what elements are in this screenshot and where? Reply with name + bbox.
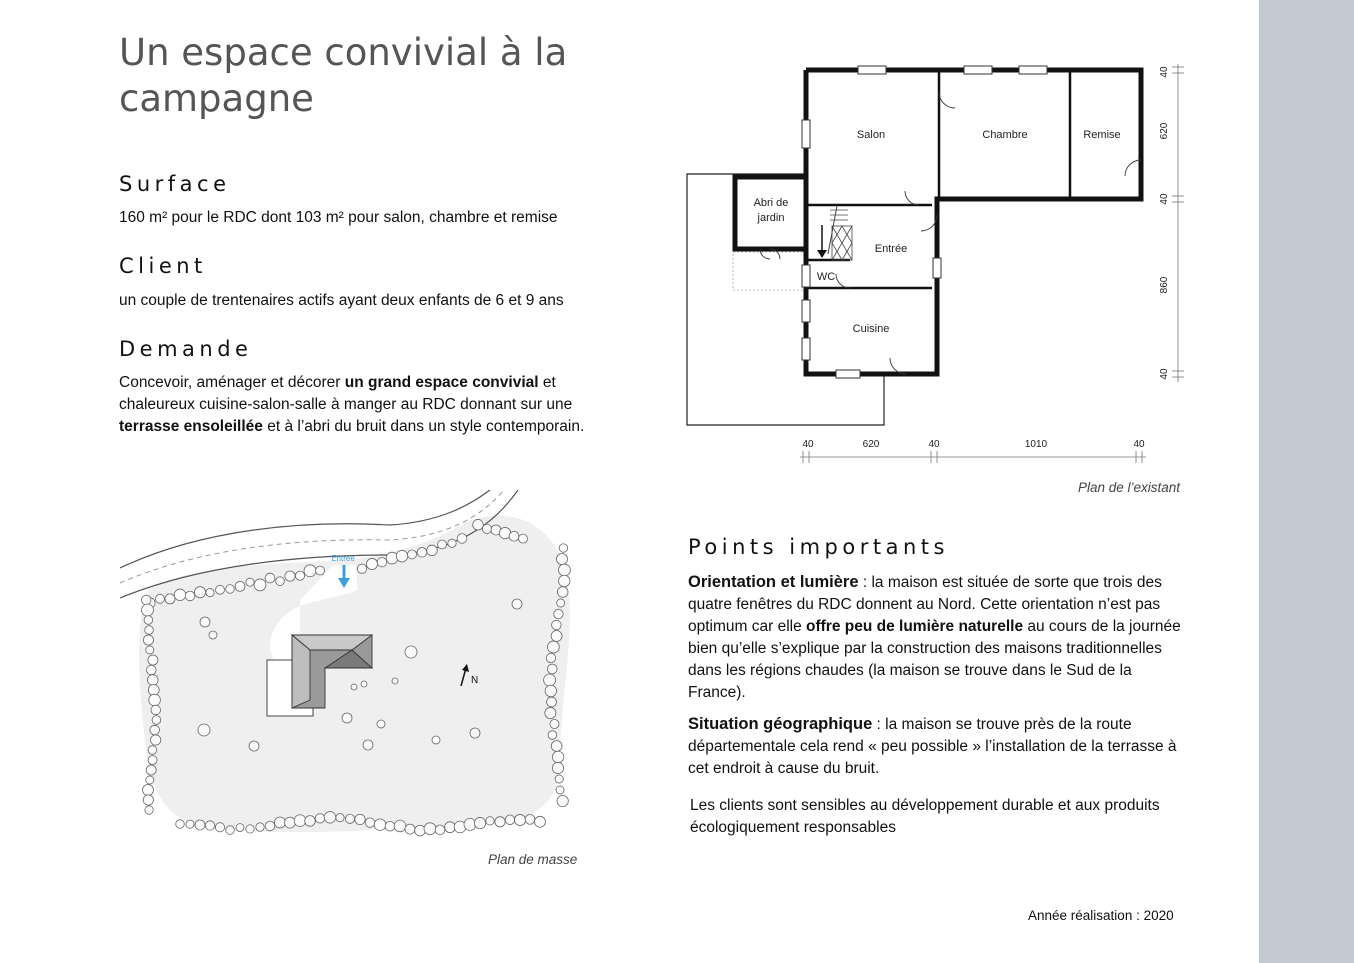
client-heading: Client xyxy=(119,254,207,278)
shrub xyxy=(143,635,153,645)
shrub xyxy=(265,821,275,831)
shrub xyxy=(405,824,415,834)
shrub xyxy=(551,631,562,642)
shrub xyxy=(351,684,357,690)
shrub xyxy=(552,620,562,630)
shrub xyxy=(509,531,519,541)
shrub xyxy=(147,675,158,686)
shrub xyxy=(144,616,153,625)
shrub xyxy=(254,579,266,591)
shrub xyxy=(377,558,386,567)
shrub xyxy=(525,814,535,824)
dim-bottom-4: 1010 xyxy=(1024,439,1048,450)
shrub xyxy=(342,713,352,723)
shrub xyxy=(545,707,556,718)
shrub xyxy=(361,681,367,687)
shrub xyxy=(143,785,154,796)
shrub xyxy=(285,571,295,581)
shrub xyxy=(256,823,264,831)
shrub xyxy=(145,626,154,635)
orientation-text: Orientation et lumière : la maison est située de sorte que trois des quatre fenêtres du RDC donnent au Nord. Cette orientation n’est pas optimum car elle offre peu de lumière naturelle au cours de la journée bien qu’elle s’explique par la construction des maisons traditionnelles dans les régions chaudes (la maison se trouve dans le Sud de la France). xyxy=(688,573,1181,701)
ecology-text: Les clients sont sensibles au développement durable et aux produits écologiquement responsables xyxy=(690,797,1160,836)
shrub xyxy=(546,653,555,662)
shrub xyxy=(146,646,154,654)
demande-bold-1: un grand espace convivial xyxy=(344,374,539,391)
shrub xyxy=(195,820,205,830)
shrub xyxy=(435,825,445,835)
shrub xyxy=(559,544,568,553)
shrub xyxy=(246,578,254,586)
shrub xyxy=(276,577,285,586)
shrub xyxy=(209,631,217,639)
shrub xyxy=(216,585,225,594)
shrub xyxy=(285,817,296,828)
shrub xyxy=(205,821,214,830)
room-salon: Salon xyxy=(856,129,886,141)
situation-label: Situation géographique xyxy=(688,715,873,733)
shrub xyxy=(206,588,214,596)
shrub xyxy=(146,776,154,784)
shrub xyxy=(151,705,161,715)
shrub xyxy=(448,539,456,547)
room-remise: Remise xyxy=(1083,129,1121,141)
shrub xyxy=(554,609,563,618)
shrub xyxy=(495,817,505,827)
north-label: N xyxy=(471,675,479,686)
shrub xyxy=(366,558,377,569)
shrub xyxy=(156,594,165,603)
shrub xyxy=(392,678,398,684)
shrub xyxy=(141,595,150,604)
shrub xyxy=(176,820,185,829)
shrub xyxy=(557,795,568,806)
room-entree: Entrée xyxy=(874,243,908,255)
dim-bottom-5: 40 xyxy=(1133,439,1145,450)
dim-right-3: 40 xyxy=(1159,193,1170,205)
shrub xyxy=(265,573,275,583)
room-abri-line1: Abri de xyxy=(753,197,789,209)
shrub xyxy=(345,814,354,823)
shrub xyxy=(215,823,224,832)
demande-bold-2: terrasse ensoleillée xyxy=(119,418,263,435)
shrub xyxy=(194,587,205,598)
shrub xyxy=(148,685,159,696)
shrub xyxy=(424,823,436,835)
shrub xyxy=(236,824,244,832)
shrub xyxy=(324,812,336,824)
shrub xyxy=(148,655,158,665)
shrub xyxy=(249,741,259,751)
shrub xyxy=(355,814,365,824)
dim-right-2: 620 xyxy=(1159,122,1170,140)
shrub xyxy=(198,724,210,736)
shrub xyxy=(417,548,427,558)
shrub xyxy=(336,813,344,821)
shrub xyxy=(514,814,525,825)
shrub xyxy=(427,545,438,556)
shrub xyxy=(552,751,563,762)
shrub xyxy=(294,815,306,827)
shrub xyxy=(226,585,235,594)
surface-text: 160 m² pour le RDC dont 103 m² pour salon, chambre et remise xyxy=(119,209,558,226)
shrub xyxy=(558,564,570,576)
room-chambre: Chambre xyxy=(982,129,1028,141)
shrub xyxy=(438,540,447,549)
shrub xyxy=(473,519,484,530)
footer-year: Année réalisation : 2020 xyxy=(1028,908,1174,923)
shrub xyxy=(365,818,375,828)
shrub xyxy=(377,720,385,728)
site-plan xyxy=(110,485,590,845)
shrub xyxy=(557,587,568,598)
demande-heading: Demande xyxy=(119,337,253,361)
shrub xyxy=(316,566,325,575)
room-abri-line2: jardin xyxy=(757,212,785,224)
shrub xyxy=(235,581,245,591)
shrub xyxy=(555,775,563,783)
shrub xyxy=(226,826,235,835)
shrub xyxy=(547,697,557,707)
shrub xyxy=(148,755,157,764)
shrub xyxy=(374,819,386,831)
shrub xyxy=(519,534,528,543)
siteplan-caption: Plan de masse xyxy=(488,852,578,867)
shrub xyxy=(305,816,316,827)
dim-right-1: 40 xyxy=(1159,66,1170,78)
shrub xyxy=(385,821,395,831)
entree-label: Entrée xyxy=(331,554,355,563)
shrub xyxy=(551,741,562,752)
shrub xyxy=(357,564,366,573)
situation-text: Situation géographique : la maison se trouve près de la route départementale cela rend « peu possible » l’installation de la terrasse à cet endroit à cause du bruit. xyxy=(688,715,1177,777)
shrub xyxy=(141,604,153,616)
shrub xyxy=(246,825,254,833)
shrub xyxy=(470,728,480,738)
shrub xyxy=(386,552,398,564)
shrub xyxy=(186,820,194,828)
shrub xyxy=(544,674,556,686)
shrub xyxy=(396,550,408,562)
shrub xyxy=(149,694,161,706)
shrub xyxy=(304,565,316,577)
shrub xyxy=(174,589,186,601)
shrub xyxy=(486,817,494,825)
shrub xyxy=(363,740,373,750)
floor-plan xyxy=(680,55,1210,475)
orientation-bold: offre peu de lumière naturelle xyxy=(806,618,1024,635)
shrub xyxy=(457,534,467,544)
room-cuisine: Cuisine xyxy=(852,323,890,335)
shrub xyxy=(143,795,153,805)
shrub xyxy=(559,575,570,586)
shrub xyxy=(146,765,156,775)
shrub xyxy=(535,816,546,827)
demande-text: Concevoir, aménager et décorer un grand espace convivial et chaleureux cuisine-salon-salle à manger au RDC donnant sur une terrasse ensoleillée et à l’abri du bruit dans un style contemporain. xyxy=(119,374,585,435)
shrub xyxy=(146,665,156,675)
dim-right-5: 40 xyxy=(1159,368,1170,380)
dim-bottom-1: 40 xyxy=(802,439,814,450)
right-sidebar-band xyxy=(1259,0,1354,963)
dim-bottom-2: 620 xyxy=(862,439,880,450)
shrub xyxy=(552,762,563,773)
shrub xyxy=(408,550,417,559)
page-title: Un espace convivial à la campagne xyxy=(119,31,568,120)
floorplan-caption: Plan de l’existant xyxy=(1078,480,1181,495)
shrub xyxy=(148,746,157,755)
dim-right-4: 860 xyxy=(1159,276,1170,294)
shrub xyxy=(556,786,564,794)
shrub xyxy=(547,664,557,674)
shrub xyxy=(274,817,285,828)
client-text: un couple de trentenaires actifs ayant deux enfants de 6 et 9 ans xyxy=(119,292,564,309)
shrub xyxy=(474,817,485,828)
shrub xyxy=(557,599,565,607)
shrub xyxy=(547,641,559,653)
shrub xyxy=(415,825,426,836)
shrub xyxy=(432,736,440,744)
shrub xyxy=(505,815,515,825)
shrub xyxy=(152,716,161,725)
shrub xyxy=(556,553,567,564)
shrub xyxy=(151,735,161,745)
shrub xyxy=(550,719,559,728)
dim-bottom-3: 40 xyxy=(928,439,940,450)
shrub xyxy=(394,820,406,832)
shrub xyxy=(545,685,556,696)
orientation-label: Orientation et lumière xyxy=(688,573,859,591)
shrub xyxy=(405,646,417,658)
room-wc: WC xyxy=(816,271,836,283)
shrub xyxy=(482,524,491,533)
shrub xyxy=(145,806,153,814)
shrub xyxy=(150,725,160,735)
shrub xyxy=(512,599,522,609)
shrub xyxy=(165,594,175,604)
shrub xyxy=(185,591,195,601)
shrub xyxy=(315,814,324,823)
points-heading: Points importants xyxy=(688,535,949,559)
surface-heading: Surface xyxy=(119,172,231,196)
shrub xyxy=(200,617,210,627)
shrub xyxy=(548,731,557,740)
shrub xyxy=(295,571,304,580)
